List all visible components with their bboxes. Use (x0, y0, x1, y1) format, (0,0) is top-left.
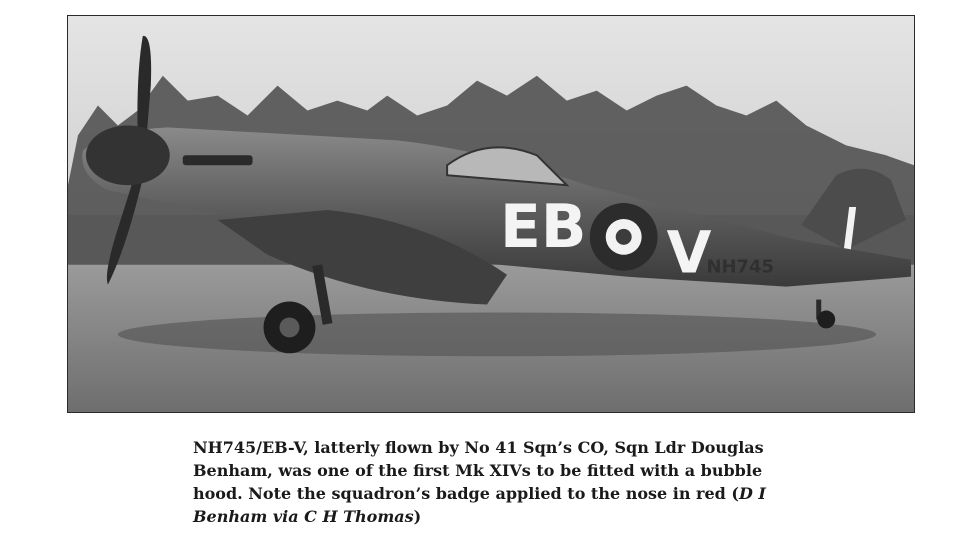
aircraft-shadow (118, 313, 876, 357)
aircraft-photo (67, 15, 915, 413)
fuselage-code: EB (499, 192, 587, 262)
photo-illustration (68, 16, 914, 412)
exhaust-stubs (183, 155, 253, 165)
photo-caption (193, 436, 793, 528)
caption-credit: D I Benham via C H Thomas (193, 484, 766, 526)
caption-main: NH745/EB-V, latterly flown by No 41 Sqn’s CO, Sqn Ldr Douglas Benham, was one of the first Mk XIVs to be fitted with a bubble hood. Note the squadron’s badge applied to the nose in red ( (193, 438, 764, 503)
raf-roundel (590, 203, 658, 271)
caption-close: ) (413, 507, 422, 526)
aircraft-serial: NH745 (706, 256, 775, 278)
top-page-fragment (128, 0, 142, 4)
fuselage-letter: V (666, 218, 712, 287)
